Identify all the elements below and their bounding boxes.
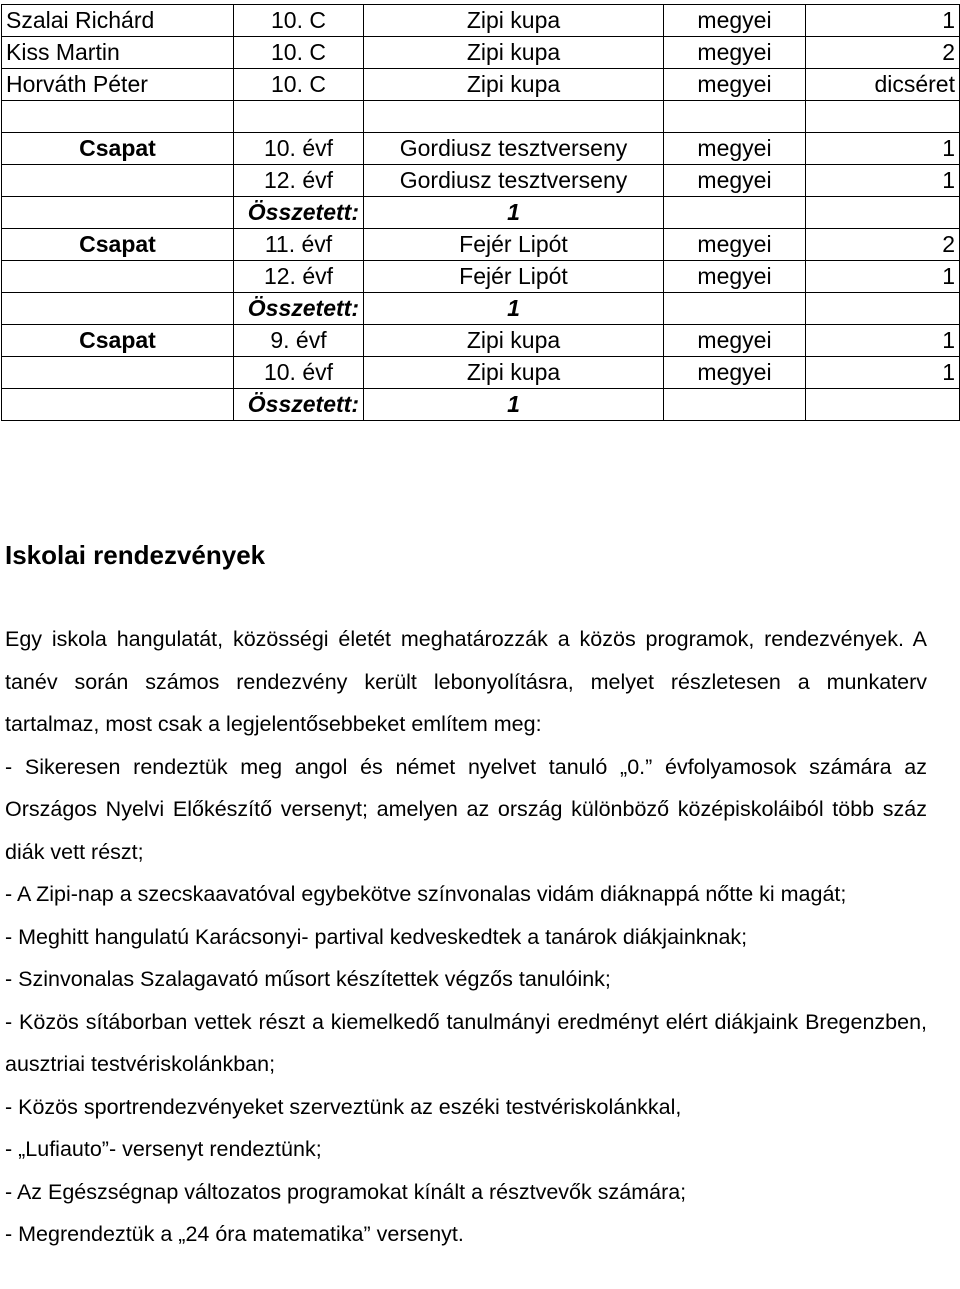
empty-cell [364, 101, 664, 133]
result-cell: 1 [806, 325, 960, 357]
level-cell: megyei [664, 5, 806, 37]
result-cell: 1 [806, 133, 960, 165]
competition-cell: Fejér Lipót [364, 261, 664, 293]
empty-cell [664, 293, 806, 325]
result-cell: 1 [806, 5, 960, 37]
competition-cell: Fejér Lipót [364, 229, 664, 261]
paragraph: - Sikeresen rendeztük meg angol és német nyelvet tanuló „0.” évfolyamosok számára az Országos Nyelvi Előkészítő versenyt; amelyen az ország különböző középiskoláiból több száz diák vett részt; [5, 754, 927, 864]
class-cell: 11. évf [234, 229, 364, 261]
level-cell: megyei [664, 165, 806, 197]
table-row [2, 101, 960, 133]
empty-cell [2, 101, 234, 133]
student-name: Horváth Péter [2, 69, 234, 101]
paragraph: - Megrendeztük a „24 óra matematika” versenyt. [5, 1222, 464, 1246]
empty-cell [664, 197, 806, 229]
table-row [2, 229, 960, 261]
table-row [2, 165, 960, 197]
section-text [5, 618, 927, 1256]
total-label: Összetett: [234, 197, 364, 229]
table-row [2, 133, 960, 165]
class-cell: 10. évf [234, 133, 364, 165]
table-row [2, 389, 960, 421]
table-row [2, 197, 960, 229]
competition-cell: Zipi kupa [364, 69, 664, 101]
class-cell: 12. évf [234, 165, 364, 197]
team-label [2, 357, 234, 389]
student-name: Kiss Martin [2, 37, 234, 69]
section-heading: Iskolai rendezvények [5, 540, 266, 570]
total-value: 1 [364, 389, 664, 421]
class-cell: 10. C [234, 37, 364, 69]
empty-cell [2, 389, 234, 421]
level-cell: megyei [664, 133, 806, 165]
results-table [1, 4, 960, 421]
table-row [2, 69, 960, 101]
empty-cell [664, 101, 806, 133]
student-name: Szalai Richárd [2, 5, 234, 37]
table-row [2, 37, 960, 69]
competition-cell: Zipi kupa [364, 357, 664, 389]
competition-cell: Zipi kupa [364, 5, 664, 37]
empty-cell [806, 293, 960, 325]
class-cell: 10. évf [234, 357, 364, 389]
result-cell: 2 [806, 37, 960, 69]
empty-cell [806, 389, 960, 421]
result-cell: 1 [806, 261, 960, 293]
class-cell: 10. C [234, 5, 364, 37]
empty-cell [2, 197, 234, 229]
paragraph: - Szinvonalas Szalagavató műsort készítettek végzős tanulóink; [5, 967, 611, 991]
table-row [2, 261, 960, 293]
paragraph: - Közös sítáborban vettek részt a kiemelkedő tanulmányi eredményt elért diákjaink Bregenzben, ausztriai testvériskolánkban; [5, 1009, 927, 1076]
level-cell: megyei [664, 261, 806, 293]
total-label: Összetett: [234, 389, 364, 421]
result-cell: dicséret [806, 69, 960, 101]
paragraph: Egy iskola hangulatát, közösségi életét meghatározzák a közös programok, rendezvények. A tanév során számos rendezvény került lebonyolításra, melyet részletesen a munkaterv tartalmaz, most csak a legjelentősebbeket említem meg: [5, 627, 927, 736]
total-label: Összetett: [234, 293, 364, 325]
class-cell: 10. C [234, 69, 364, 101]
competition-cell: Zipi kupa [364, 37, 664, 69]
empty-cell [234, 101, 364, 133]
team-label: Csapat [2, 133, 234, 165]
paragraph: - Meghitt hangulatú Karácsonyi- partival kedveskedtek a tanárok diákjainknak; [5, 924, 748, 949]
level-cell: megyei [664, 229, 806, 261]
team-label [2, 165, 234, 197]
class-cell: 12. évf [234, 261, 364, 293]
team-label [2, 261, 234, 293]
level-cell: megyei [664, 325, 806, 357]
paragraph: - Az Egészségnap változatos programokat kínált a résztvevők számára; [5, 1179, 687, 1204]
table-row [2, 325, 960, 357]
total-value: 1 [364, 197, 664, 229]
competition-cell: Gordiusz tesztverseny [364, 165, 664, 197]
empty-cell [806, 197, 960, 229]
table-row [2, 5, 960, 37]
level-cell: megyei [664, 37, 806, 69]
table-row [2, 357, 960, 389]
result-cell: 1 [806, 165, 960, 197]
result-cell: 2 [806, 229, 960, 261]
team-label: Csapat [2, 325, 234, 357]
paragraph: - Közös sportrendezvényeket szerveztünk az eszéki testvériskolánkkal, [5, 1094, 682, 1119]
level-cell: megyei [664, 69, 806, 101]
competition-cell: Zipi kupa [364, 325, 664, 357]
empty-cell [664, 389, 806, 421]
paragraph: - A Zipi-nap a szecskaavatóval egybekötve színvonalas vidám diáknappá nőtte ki magát; [5, 882, 847, 906]
competition-cell: Gordiusz tesztverseny [364, 133, 664, 165]
results-table-body [2, 5, 960, 421]
team-label: Csapat [2, 229, 234, 261]
paragraph: - „Lufiauto”- versenyt rendeztünk; [5, 1137, 322, 1161]
class-cell: 9. évf [234, 325, 364, 357]
result-cell: 1 [806, 357, 960, 389]
level-cell: megyei [664, 357, 806, 389]
total-value: 1 [364, 293, 664, 325]
empty-cell [2, 293, 234, 325]
table-row [2, 293, 960, 325]
empty-cell [806, 101, 960, 133]
